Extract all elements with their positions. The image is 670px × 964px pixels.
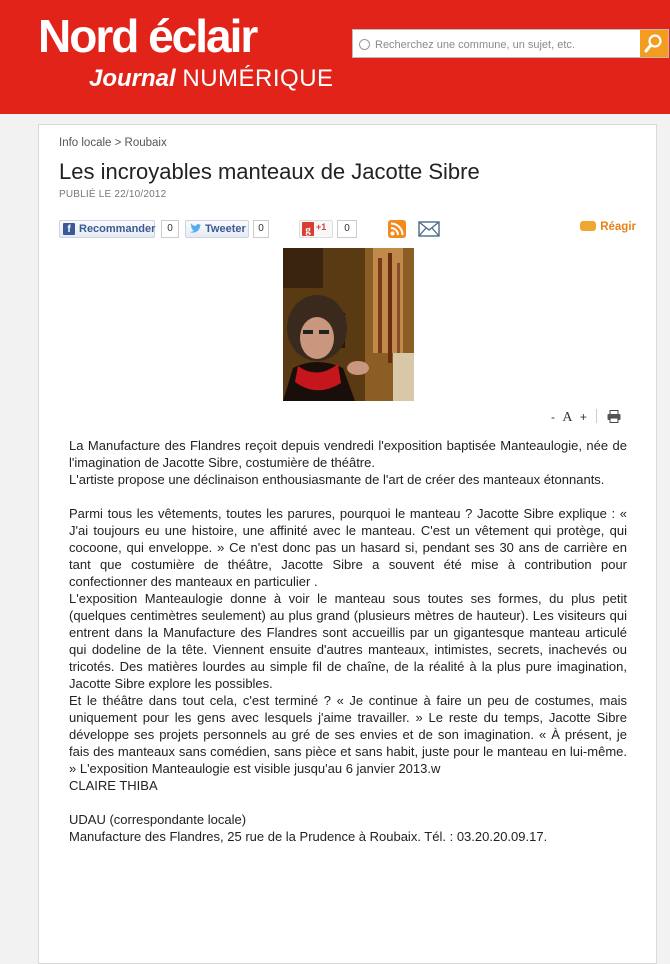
brand-logo[interactable]: Nord éclair bbox=[38, 10, 257, 62]
tools-divider bbox=[596, 409, 597, 423]
site-header bbox=[0, 0, 670, 114]
tweet-button[interactable] bbox=[185, 220, 249, 238]
author-name: CLAIRE THIBA bbox=[69, 778, 158, 793]
facebook-recommend-button[interactable] bbox=[59, 220, 155, 238]
comment-icon bbox=[580, 221, 596, 231]
paragraph-gap bbox=[69, 488, 627, 505]
react-link[interactable] bbox=[580, 221, 636, 233]
article-photo[interactable] bbox=[283, 248, 414, 401]
paragraph-4: L'exposition Manteaulogie donne à voir le manteau sous toutes ses formes, du plus petit (quelques centimètres seulement) au plus grand (plusieurs mètres de hauteur). Les visiteurs qui entrent dans la Manufacture des Flandres sont accueillis par un gigantesque manteau articulé qui dodeline de la tête. Viennent ensuite d'autres manteaux, intimistes, secrets, inachevés ou tricotés. Des matières lourdes au simple fil de chaîne, de la réalité à la plus pure imagination, Jacotte Sibre explore les possibles. bbox=[69, 591, 627, 691]
facebook-count: 0 bbox=[161, 220, 179, 238]
subtitle-journal: Journal bbox=[89, 65, 176, 92]
brand-subtitle bbox=[89, 64, 334, 94]
email-icon[interactable] bbox=[418, 221, 440, 237]
author-gap bbox=[69, 794, 627, 811]
article-body bbox=[69, 437, 627, 845]
search-button[interactable] bbox=[640, 30, 668, 57]
twitter-count: 0 bbox=[253, 220, 269, 238]
breadcrumb[interactable]: Info locale > Roubaix bbox=[59, 137, 167, 149]
google-plus-label: +1 bbox=[316, 222, 327, 232]
rss-icon[interactable] bbox=[388, 220, 406, 238]
twitter-icon bbox=[189, 223, 202, 235]
text-tools bbox=[551, 409, 621, 426]
tweet-label: Tweeter bbox=[205, 223, 246, 235]
paragraph-3: Parmi tous les vêtements, toutes les parures, pourquoi le manteau ? Jacotte Sibre explique : « J'ai toujours eu une histoire, une affinité avec le manteau. C'est un vêtement qui protège, qui cocoone, qui enveloppe. » Ce n'est donc pas un hasard si, pendant ses 30 ans de carrière en tant que costumière de théâtre, Jacotte Sibre a souvent été mise à contribution pour confectionner des manteaux en particulier . bbox=[69, 506, 627, 589]
search-input[interactable] bbox=[373, 35, 637, 55]
page-title: Les incroyables manteaux de Jacotte Sibre bbox=[59, 159, 480, 184]
article-panel bbox=[38, 124, 657, 964]
font-decrease-button[interactable]: - bbox=[551, 410, 555, 424]
facebook-icon: f bbox=[63, 223, 75, 235]
facebook-recommend-label: Recommander bbox=[79, 223, 156, 235]
share-bar bbox=[59, 220, 479, 240]
google-plus-button[interactable] bbox=[299, 220, 333, 238]
font-size-label: A bbox=[562, 410, 573, 425]
author-role: UDAU (correspondante locale) bbox=[69, 812, 247, 827]
print-icon[interactable] bbox=[607, 410, 621, 423]
paragraph-2: L'artiste propose une déclinaison enthousiasmante de l'art de créer des manteaux étonnants. bbox=[69, 472, 605, 487]
publish-date: PUBLIÉ LE 22/10/2012 bbox=[59, 189, 167, 200]
font-increase-button[interactable]: + bbox=[579, 410, 587, 424]
paragraph-1: La Manufacture des Flandres reçoit depuis vendredi l'exposition baptisée Manteaulogie, née de l'imagination de Jacotte Sibre, costumière de théâtre. bbox=[69, 438, 627, 470]
svg-text:g: g bbox=[305, 224, 311, 236]
search-box bbox=[352, 29, 669, 58]
search-icon bbox=[644, 33, 664, 53]
google-plus-count: 0 bbox=[337, 220, 357, 238]
search-radio-icon bbox=[359, 39, 370, 50]
subtitle-numerique: NUMÉRIQUE bbox=[182, 65, 334, 92]
react-label: Réagir bbox=[600, 221, 636, 233]
paragraph-5: Et le théâtre dans tout cela, c'est terminé ? « Je continue à faire un peu de costumes, mais uniquement pour les gens avec lesquels j'aime travailler. » Le reste du temps, Jacotte Sibre développe ses projets personnels au gré de ses envies et de son imagination. « À présent, je fais des manteaux sans comédien, sans pièce et sans habit, juste pour le manteau en lui-même. » L'exposition Manteaulogie est visible jusqu'au 6 janvier 2013.w bbox=[69, 693, 627, 776]
exhibition-address: Manufacture des Flandres, 25 rue de la Prudence à Roubaix. Tél. : 03.20.20.09.17. bbox=[69, 829, 548, 844]
